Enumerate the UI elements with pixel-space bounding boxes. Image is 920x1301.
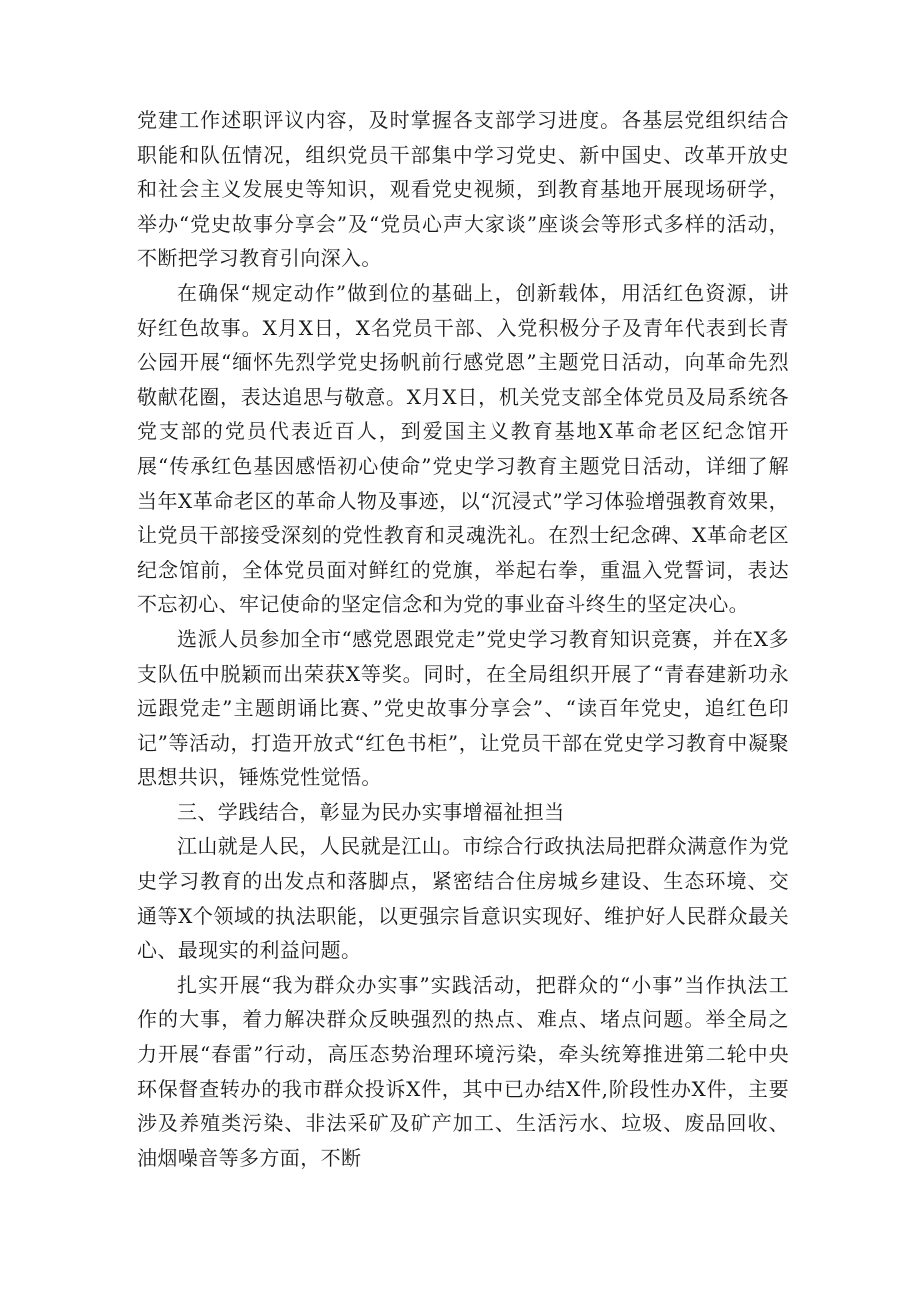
paragraph-3: 选派人员参加全市“感党恩跟党走”党史学习教育知识竞赛，并在X多支队伍中脱颖而出荣获X等奖。同时，在全局组织开展了“青春建新功永远跟党走”主题朗诵比赛、”党史故事分享会”、“读百年党史，追红色印记”等活动，打造开放式“红色书柜”，让党员干部在党史学习教育中凝聚思想共识，锤炼党性觉悟。 [137,626,789,790]
paragraph-4: 江山就是人民，人民就是江山。市综合行政执法局把群众满意作为党史学习教育的出发点和落脚点，紧密结合住房城乡建设、生态环境、交通等X个领域的执法职能，以更强宗旨意识实现好、维护好人民群众最关心、最现实的利益问题。 [137,834,789,963]
paragraph-5: 扎实开展“我为群众办实事”实践活动，把群众的“小事”当作执法工作的大事，着力解决群众反映强烈的热点、难点、堵点问题。举全局之力开展“春雷”行动，高压态势治理环境污染，牵头统筹推进第二轮中央环保督查转办的我市群众投诉X件，其中已办结X件,阶段性办X件，主要涉及养殖类污染、非法采矿及矿产加工、生活污水、垃圾、废品回收、油烟噪音等多方面，不断 [137,972,789,1170]
document-body [137,103,789,1175]
section-heading: 三、学践结合，彰显为民办实事增福祉担当 [177,799,565,824]
paragraph-2: 在确保“规定动作”做到位的基础上，创新载体，用活红色资源，讲好红色故事。X月X日，X名党员干部、入党积极分子及青年代表到长青公园开展“缅怀先烈学党史扬帆前行感党恩”主题党日活动，向革命先烈敬献花圈，表达追思与敬意。X月X日，机关党支部全体党员及局系统各党支部的党员代表近百人，到爱国主义教育基地X革命老区纪念馆开展“传承红色基因感悟初心使命”党史学习教育主题党日活动，详细了解当年X革命老区的革命人物及事迹，以“沉浸式”学习体验增强教育效果，让党员干部接受深刻的党性教育和灵魂洗礼。在烈士纪念碑、X革命老区纪念馆前，全体党员面对鲜红的党旗，举起右拳，重温入党誓词，表达不忘初心、牢记使命的坚定信念和为党的事业奋斗终生的坚定决心。 [137,280,789,617]
paragraph-1: 党建工作述职评议内容，及时掌握各支部学习进度。各基层党组织结合职能和队伍情况，组织党员干部集中学习党史、新中国史、改革开放史和社会主义发展史等知识，观看党史视频，到教育基地开展现场研学，举办“党史故事分享会”及“党员心声大家谈”座谈会等形式多样的活动，不断把学习教育引向深入。 [137,108,789,271]
